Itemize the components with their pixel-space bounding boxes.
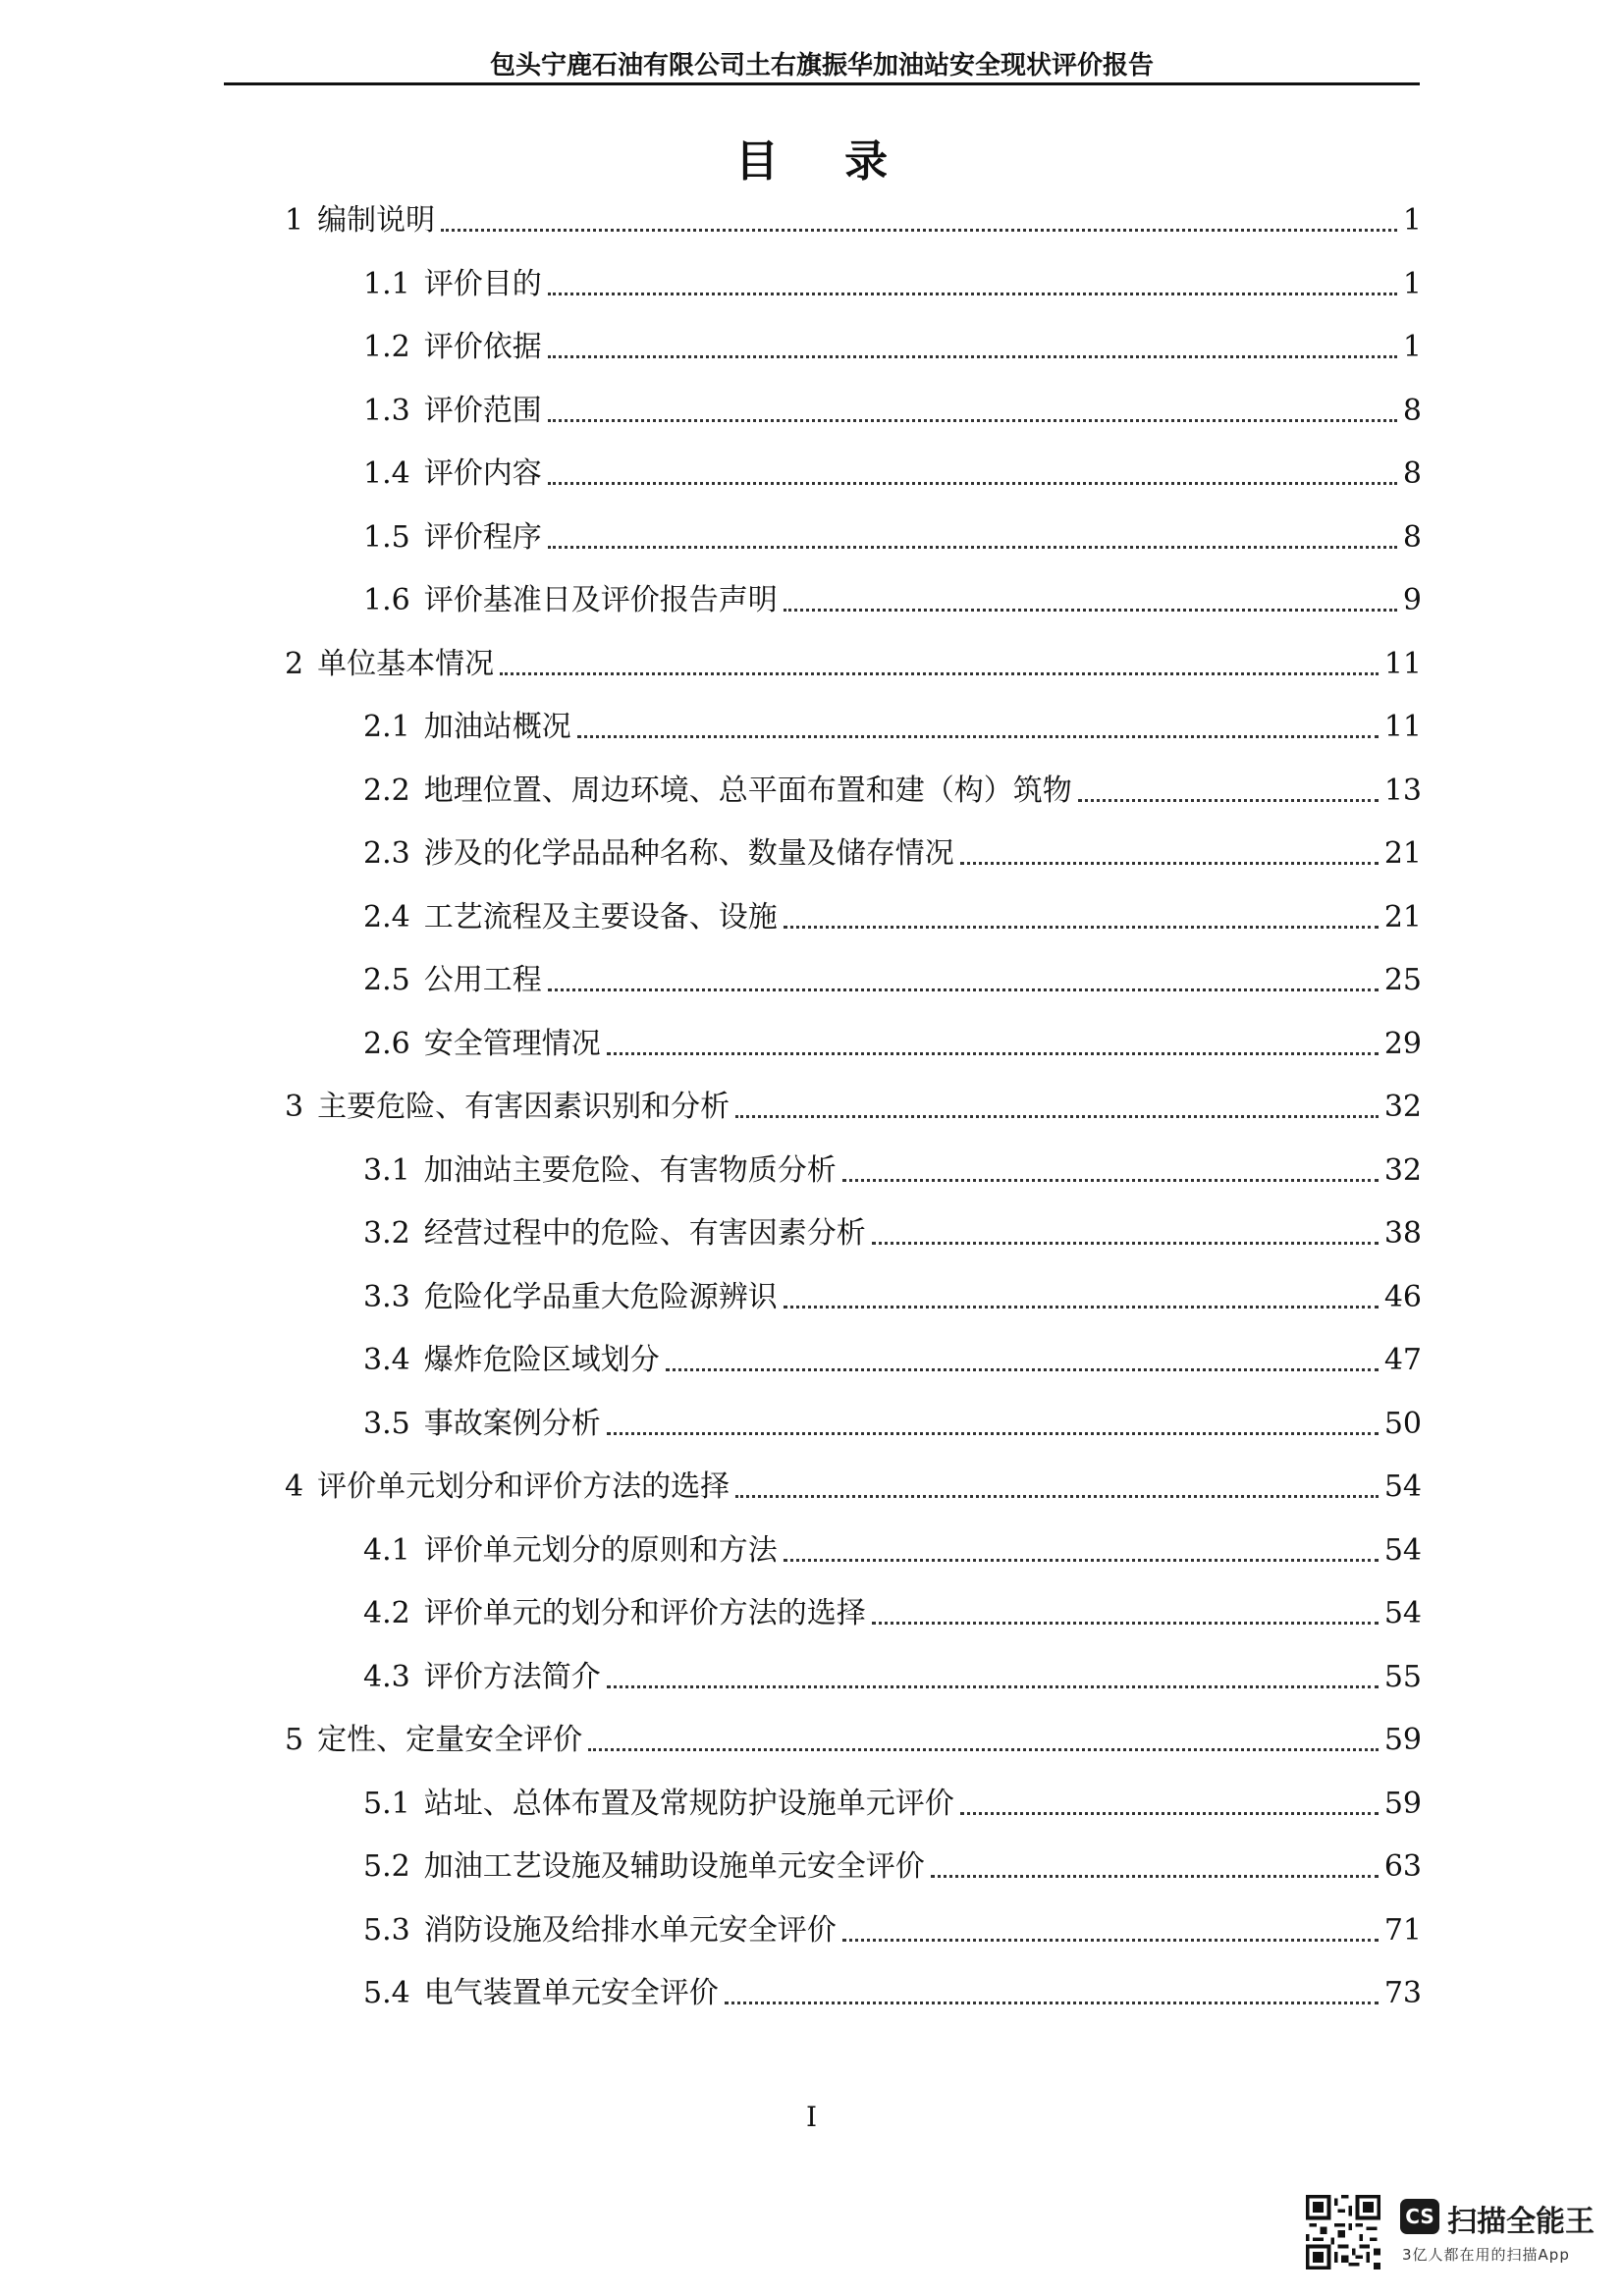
toc-section-row bbox=[363, 1025, 1422, 1064]
toc-section-row bbox=[363, 961, 1422, 1000]
toc-entry-label: 评价单元的划分和评价方法的选择 bbox=[423, 1596, 866, 1630]
toc-entry-page: 21 bbox=[1383, 899, 1422, 934]
toc-entry-page: 54 bbox=[1383, 1469, 1422, 1504]
toc-entry-label: 评价依据 bbox=[423, 330, 542, 364]
toc-dot-leader bbox=[441, 229, 1397, 232]
toc-entry-number: 1.1 bbox=[363, 266, 410, 301]
toc-entry-page: 1 bbox=[1402, 330, 1422, 364]
toc-entry-label: 爆炸危险区域划分 bbox=[423, 1343, 660, 1377]
scanner-app-tagline: 3亿人都在用的扫描App bbox=[1402, 2246, 1570, 2264]
toc-entry-page: 46 bbox=[1383, 1279, 1422, 1314]
toc-section-row bbox=[363, 1214, 1422, 1254]
toc-entry-label: 主要危险、有害因素识别和分析 bbox=[317, 1090, 730, 1124]
toc-entry-label: 工艺流程及主要设备、设施 bbox=[423, 899, 778, 934]
toc-dot-leader bbox=[548, 419, 1397, 422]
toc-section-row bbox=[363, 392, 1422, 431]
toc-section-row bbox=[363, 772, 1422, 811]
toc-entry-label: 评价目的 bbox=[423, 266, 542, 301]
toc-entry-number: 2.6 bbox=[363, 1026, 410, 1061]
toc-entry-label: 评价单元划分的原则和方法 bbox=[423, 1532, 778, 1568]
toc-entry-label: 评价基准日及评价报告声明 bbox=[423, 583, 778, 617]
scanner-watermark bbox=[1306, 2195, 1600, 2273]
toc-entry-label: 加油站概况 bbox=[423, 710, 571, 744]
toc-entry-page: 9 bbox=[1402, 583, 1422, 617]
toc-entry-page: 11 bbox=[1383, 646, 1422, 681]
toc-entry-label: 单位基本情况 bbox=[317, 646, 495, 681]
toc-entry-number: 5 bbox=[285, 1723, 304, 1757]
toc-dot-leader bbox=[784, 1306, 1379, 1308]
toc-entry-number: 1.4 bbox=[363, 456, 410, 491]
toc-dot-leader bbox=[842, 1179, 1379, 1182]
toc-entry-label: 加油站主要危险、有害物质分析 bbox=[423, 1152, 837, 1188]
toc-section-row bbox=[363, 518, 1422, 558]
toc-entry-number: 2.2 bbox=[363, 773, 410, 808]
toc-entry-page: 8 bbox=[1402, 519, 1422, 555]
toc-entry-page: 47 bbox=[1383, 1343, 1422, 1377]
toc-dot-leader bbox=[607, 1052, 1379, 1055]
toc-entry-page: 8 bbox=[1402, 393, 1422, 428]
toc-chapter-row bbox=[285, 1088, 1422, 1127]
toc-section-row bbox=[363, 834, 1422, 874]
toc-entry-page: 8 bbox=[1402, 456, 1422, 491]
toc-entry-page: 54 bbox=[1383, 1532, 1422, 1568]
toc-entry-page: 1 bbox=[1402, 266, 1422, 301]
toc-entry-label: 经营过程中的危险、有害因素分析 bbox=[423, 1216, 866, 1251]
toc-entry-page: 71 bbox=[1383, 1912, 1422, 1948]
toc-entry-label: 安全管理情况 bbox=[423, 1026, 601, 1061]
toc-dot-leader bbox=[548, 293, 1397, 295]
toc-chapter-row bbox=[285, 645, 1422, 684]
toc-entry-page: 21 bbox=[1383, 836, 1422, 871]
toc-entry-number: 2.3 bbox=[363, 836, 410, 871]
toc-dot-leader bbox=[1078, 799, 1379, 802]
cs-badge-icon: CS bbox=[1400, 2199, 1439, 2234]
toc-entry-page: 55 bbox=[1383, 1659, 1422, 1694]
toc-entry-label: 评价程序 bbox=[423, 519, 542, 555]
toc-entry-page: 32 bbox=[1383, 1152, 1422, 1188]
toc-entry-number: 5.2 bbox=[363, 1849, 410, 1884]
toc-entry-page: 73 bbox=[1383, 1976, 1422, 2010]
toc-section-row bbox=[363, 581, 1422, 620]
toc-dot-leader bbox=[960, 862, 1379, 865]
toc-dot-leader bbox=[548, 482, 1397, 485]
toc-dot-leader bbox=[500, 672, 1379, 675]
toc-dot-leader bbox=[872, 1242, 1379, 1245]
toc-section-row bbox=[363, 708, 1422, 747]
toc-dot-leader bbox=[872, 1622, 1379, 1625]
toc-entry-page: 59 bbox=[1383, 1723, 1422, 1757]
toc-entry-number: 3 bbox=[285, 1090, 304, 1124]
toc-entry-number: 3.3 bbox=[363, 1279, 410, 1314]
toc-entry-label: 地理位置、周边环境、总平面布置和建（构）筑物 bbox=[423, 773, 1072, 808]
toc-entry-number: 5.1 bbox=[363, 1786, 410, 1821]
toc-title: 目 录 bbox=[734, 136, 914, 187]
toc-section-row bbox=[363, 454, 1422, 494]
toc-entry-page: 63 bbox=[1383, 1849, 1422, 1884]
toc-entry-label: 站址、总体布置及常规防护设施单元评价 bbox=[423, 1786, 954, 1821]
toc-section-row bbox=[363, 1974, 1422, 2013]
toc-entry-number: 3.1 bbox=[363, 1152, 410, 1188]
toc-section-row bbox=[363, 898, 1422, 937]
toc-entry-label: 评价方法简介 bbox=[423, 1659, 601, 1694]
toc-entry-label: 涉及的化学品品种名称、数量及储存情况 bbox=[423, 836, 954, 871]
toc-section-row bbox=[363, 1151, 1422, 1191]
toc-entry-number: 3.4 bbox=[363, 1343, 410, 1377]
toc-entry-number: 2.1 bbox=[363, 710, 410, 744]
toc-entry-number: 1 bbox=[285, 203, 304, 238]
toc-entry-number: 4.2 bbox=[363, 1596, 410, 1630]
toc-section-row bbox=[363, 1278, 1422, 1317]
toc-entry-page: 50 bbox=[1383, 1406, 1422, 1441]
toc-entry-label: 公用工程 bbox=[423, 963, 542, 997]
toc-dot-leader bbox=[577, 735, 1379, 738]
toc-dot-leader bbox=[784, 609, 1397, 612]
toc-section-row bbox=[363, 328, 1422, 367]
toc-entry-label: 消防设施及给排水单元安全评价 bbox=[423, 1912, 837, 1948]
toc-entry-number: 1.3 bbox=[363, 393, 410, 428]
toc-entry-number: 4.1 bbox=[363, 1532, 410, 1568]
toc-section-row bbox=[363, 1341, 1422, 1380]
page-number: I bbox=[805, 2101, 818, 2133]
toc-dot-leader bbox=[784, 926, 1379, 929]
toc-dot-leader bbox=[548, 546, 1397, 549]
toc-dot-leader bbox=[784, 1559, 1379, 1562]
toc-entry-number: 1.6 bbox=[363, 583, 410, 617]
toc-section-row bbox=[363, 1405, 1422, 1444]
toc-dot-leader bbox=[548, 988, 1379, 991]
toc-entry-page: 32 bbox=[1383, 1090, 1422, 1124]
toc-section-row bbox=[363, 1531, 1422, 1571]
toc-entry-number: 1.5 bbox=[363, 519, 410, 555]
toc-entry-page: 1 bbox=[1402, 203, 1422, 238]
toc-entry-page: 54 bbox=[1383, 1596, 1422, 1630]
toc-entry-number: 3.5 bbox=[363, 1406, 410, 1441]
toc-dot-leader bbox=[548, 355, 1397, 358]
toc-dot-leader bbox=[735, 1495, 1379, 1498]
toc-entry-label: 评价单元划分和评价方法的选择 bbox=[317, 1469, 730, 1504]
toc-entry-number: 3.2 bbox=[363, 1216, 410, 1251]
toc-entry-page: 11 bbox=[1383, 710, 1422, 744]
toc-entry-label: 定性、定量安全评价 bbox=[317, 1723, 583, 1757]
toc-entry-label: 事故案例分析 bbox=[423, 1406, 601, 1441]
toc-entry-number: 2.4 bbox=[363, 899, 410, 934]
toc-chapter-row bbox=[285, 1721, 1422, 1760]
running-header: 包头宁鹿石油有限公司土右旗振华加油站安全现状评价报告 bbox=[489, 51, 1154, 80]
toc-entry-label: 评价内容 bbox=[423, 456, 542, 491]
toc-dot-leader bbox=[666, 1368, 1379, 1371]
toc-entry-label: 编制说明 bbox=[317, 203, 436, 238]
toc-section-row bbox=[363, 1594, 1422, 1633]
toc-entry-number: 2 bbox=[285, 646, 304, 681]
toc-dot-leader bbox=[607, 1432, 1379, 1435]
scanner-app-name: 扫描全能王 bbox=[1447, 2205, 1595, 2239]
toc-entry-page: 13 bbox=[1383, 773, 1422, 808]
toc-dot-leader bbox=[842, 1939, 1379, 1942]
toc-dot-leader bbox=[725, 2002, 1379, 2004]
toc-dot-leader bbox=[931, 1875, 1379, 1878]
toc-dot-leader bbox=[735, 1115, 1379, 1118]
toc-entry-number: 4.3 bbox=[363, 1659, 410, 1694]
toc-entry-number: 1.2 bbox=[363, 330, 410, 364]
toc-entry-page: 38 bbox=[1383, 1216, 1422, 1251]
toc-dot-leader bbox=[960, 1812, 1379, 1815]
qr-code-icon bbox=[1306, 2195, 1380, 2269]
header-rule bbox=[224, 82, 1420, 85]
toc-entry-number: 5.3 bbox=[363, 1912, 410, 1948]
toc-entry-page: 59 bbox=[1383, 1786, 1422, 1821]
toc-chapter-row bbox=[285, 1468, 1422, 1507]
toc-entry-label: 危险化学品重大危险源辨识 bbox=[423, 1279, 778, 1314]
toc-entry-page: 25 bbox=[1383, 963, 1422, 997]
toc-entry-number: 5.4 bbox=[363, 1976, 410, 2010]
toc-entry-label: 加油工艺设施及辅助设施单元安全评价 bbox=[423, 1849, 925, 1884]
toc-entry-number: 4 bbox=[285, 1469, 304, 1504]
toc-chapter-row bbox=[285, 201, 1422, 240]
toc-entry-label: 评价范围 bbox=[423, 393, 542, 428]
toc-entry-number: 2.5 bbox=[363, 963, 410, 997]
toc-section-row bbox=[363, 265, 1422, 304]
toc-section-row bbox=[363, 1658, 1422, 1697]
toc-entry-label: 电气装置单元安全评价 bbox=[423, 1976, 719, 2010]
toc-dot-leader bbox=[607, 1685, 1379, 1688]
toc-section-row bbox=[363, 1911, 1422, 1950]
toc-dot-leader bbox=[588, 1748, 1379, 1751]
toc-entry-page: 29 bbox=[1383, 1026, 1422, 1061]
toc-section-row bbox=[363, 1785, 1422, 1824]
toc-section-row bbox=[363, 1847, 1422, 1887]
